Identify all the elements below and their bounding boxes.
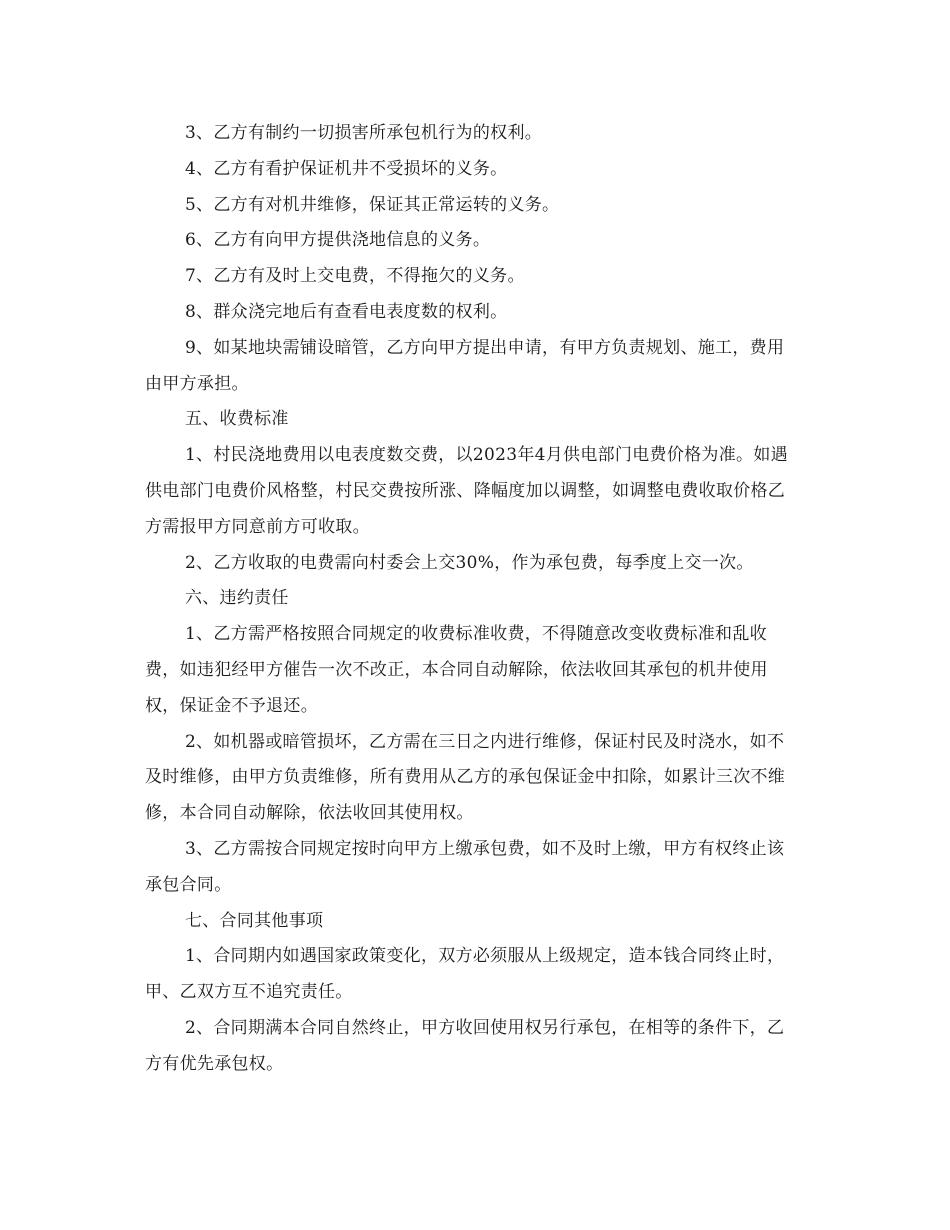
section-heading-5: 五、收费标准: [184, 409, 289, 430]
clause-4-5: 5、乙方有对机井维修，保证其正常运转的义务。: [184, 194, 560, 215]
clause-4-3: 3、乙方有制约一切损害所承包机行为的权利。: [184, 123, 543, 143]
clause-4-4: 4、乙方有看护保证机井不受损坏的义务。: [184, 158, 508, 179]
clause-4-7: 7、乙方有及时上交电费，不得拖欠的义务。: [184, 266, 525, 287]
clause-7-2: 2、合同期满本合同自然终止，甲方收回使用权另行承包，在相等的条件下，乙方有优先承包权。: [145, 1017, 785, 1074]
clause-7-1: 1、合同期内如遇国家政策变化，双方必须服从上级规定，造本钱合同终止时，甲、乙双方互不追究责任。: [145, 946, 785, 1003]
section-heading-6: 六、违约责任: [184, 588, 289, 609]
section-heading-7: 七、合同其他事项: [184, 910, 324, 931]
clause-6-1: 1、乙方需严格按照合同规定的收费标准收费，不得随意改变收费标准和乱收费，如违犯经甲方催告一次不改正，本合同自动解除，依法收回其承包的机井使用权，保证金不予退还。: [145, 624, 768, 716]
clause-6-3: 3、乙方需按合同规定按时向甲方上缴承包费，如不及时上缴，甲方有权终止该承包合同。: [145, 838, 785, 895]
clause-6-2: 2、如机器或暗管损坏，乙方需在三日之内进行维修，保证村民及时浇水，如不及时维修，由甲方负责维修，所有费用从乙方的承包保证金中扣除，如累计三次不维修，本合同自动解除，依法收回其使用权。: [145, 731, 786, 824]
document-body: [145, 116, 790, 1083]
clause-4-6: 6、乙方有向甲方提供浇地信息的义务。: [184, 230, 491, 251]
clause-5-1: 1、村民浇地费用以电表度数交费，以2023年4月供电部门电费价格为准。如遇供电部门电费价风格整，村民交费按所涨、降幅度加以调整，如调整电费收取价格乙方需报甲方同意前方可收取。: [145, 445, 788, 537]
clause-4-8: 8、群众浇完地后有查看电表度数的权利。: [184, 301, 508, 322]
clause-4-9: 9、如某地块需铺设暗管，乙方向甲方提出申请，有甲方负责规划、施工，费用由甲方承担。: [145, 337, 785, 394]
clause-5-2: 2、乙方收取的电费需向村委会上交30%，作为承包费，每季度上交一次。: [184, 552, 754, 573]
